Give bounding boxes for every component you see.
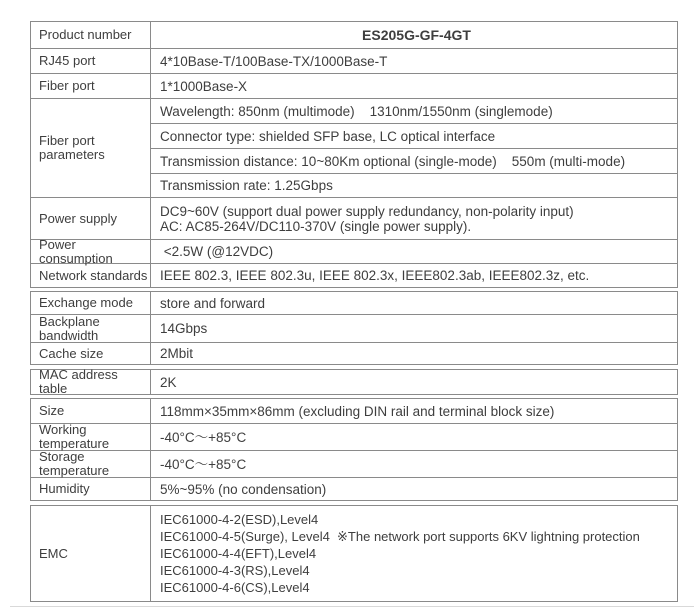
mac-address-table-value: 2K: [160, 374, 177, 390]
row-size: [31, 399, 677, 423]
row-cache-size: [31, 342, 677, 364]
row-fiber-port-parameters: [31, 98, 677, 197]
size-value: 118mm×35mm×86mm (excluding DIN rail and terminal block size): [160, 403, 555, 419]
humidity-label: Humidity: [31, 478, 151, 500]
cache-size-value: 2Mbit: [160, 346, 194, 361]
emc-value: [151, 506, 677, 601]
network-standards-label: Network standards: [31, 264, 151, 287]
spec-table-segment-5: [30, 505, 678, 602]
row-working-temperature: [31, 423, 677, 450]
fiber-wavelength-value: Wavelength: 850nm (multimode) 1310nm/1550nm (singlemode): [160, 103, 553, 119]
fiber-rate-value: Transmission rate: 1.25Gbps: [151, 173, 677, 197]
power-supply-value: [151, 198, 677, 239]
emc-label: EMC: [31, 506, 151, 601]
rj45-port-label: RJ45 port: [31, 49, 151, 73]
fiber-port-value: 1*1000Base-X: [160, 78, 248, 94]
exchange-mode-label: Exchange mode: [31, 292, 151, 314]
row-network-standards: [31, 263, 677, 287]
storage-temperature-label: Storage temperature: [31, 451, 151, 477]
row-product-number: [31, 22, 677, 48]
spec-table-segment-2: [30, 291, 678, 365]
backplane-bandwidth-label: Backplane bandwidth: [31, 315, 151, 342]
row-power-consumption: [31, 236, 677, 266]
row-humidity: [31, 477, 677, 500]
row-rj45-port: [31, 48, 677, 73]
fiber-port-parameters-label: Fiber port parameters: [31, 99, 151, 197]
product-number-label: Product number: [31, 22, 151, 48]
spec-table-segment-4: [30, 398, 678, 501]
emc-line: IEC61000-4-3(RS),Level4: [160, 563, 310, 578]
size-label: Size: [31, 399, 151, 423]
humidity-value: 5%~95% (no condensation): [160, 481, 327, 497]
power-supply-line2: AC: AC85-264V/DC110-370V (single power supply).: [160, 218, 472, 234]
row-exchange-mode: [31, 292, 677, 314]
backplane-bandwidth-value: 14Gbps: [160, 321, 208, 336]
working-temperature-label: Working temperature: [31, 424, 151, 450]
page-bottom-divider: [10, 606, 694, 607]
fiber-distance-value: Transmission distance: 10~80Km optional (single-mode) 550m (multi-mode): [151, 148, 677, 173]
emc-line: IEC61000-4-6(CS),Level4: [160, 580, 310, 595]
spec-sheet: [30, 21, 678, 602]
fiber-connector-value: Connector type: shielded SFP base, LC optical interface: [151, 123, 677, 148]
row-emc: [31, 506, 677, 601]
row-backplane-bandwidth: [31, 314, 677, 342]
row-mac-address-table: [31, 367, 677, 396]
row-power-supply: [31, 197, 677, 239]
emc-line: IEC61000-4-4(EFT),Level4: [160, 546, 317, 561]
storage-temperature-value: -40°C～+85°C: [160, 456, 247, 472]
power-consumption-label: Power consumption: [31, 240, 151, 263]
power-supply-line1: DC9~60V (support dual power supply redundancy, non-polarity input): [160, 203, 574, 219]
network-standards-value: IEEE 802.3, IEEE 802.3u, IEEE 802.3x, IEEE802.3ab, IEEE802.3z, etc.: [160, 268, 590, 283]
rj45-port-value: 4*10Base-T/100Base-TX/1000Base-T: [160, 53, 388, 69]
power-consumption-value: <2.5W (@12VDC): [160, 244, 274, 259]
fiber-port-label: Fiber port: [31, 74, 151, 98]
emc-line: IEC61000-4-5(Surge), Level4 ※The network port supports 6KV lightning protection: [160, 529, 640, 544]
fiber-port-parameters-values: [151, 99, 677, 197]
working-temperature-value: -40°C～+85°C: [160, 429, 247, 445]
product-number-value: ES205G-GF-4GT: [362, 26, 471, 43]
mac-address-table-label: MAC address table: [31, 370, 151, 394]
cache-size-label: Cache size: [31, 343, 151, 364]
row-storage-temperature: [31, 450, 677, 477]
exchange-mode-value: store and forward: [160, 295, 266, 311]
spec-table-segment-1: [30, 21, 678, 288]
row-fiber-port: [31, 73, 677, 98]
spec-table-segment-3: [30, 369, 678, 395]
emc-line: IEC61000-4-2(ESD),Level4: [160, 512, 319, 527]
power-supply-label: Power supply: [31, 198, 151, 239]
